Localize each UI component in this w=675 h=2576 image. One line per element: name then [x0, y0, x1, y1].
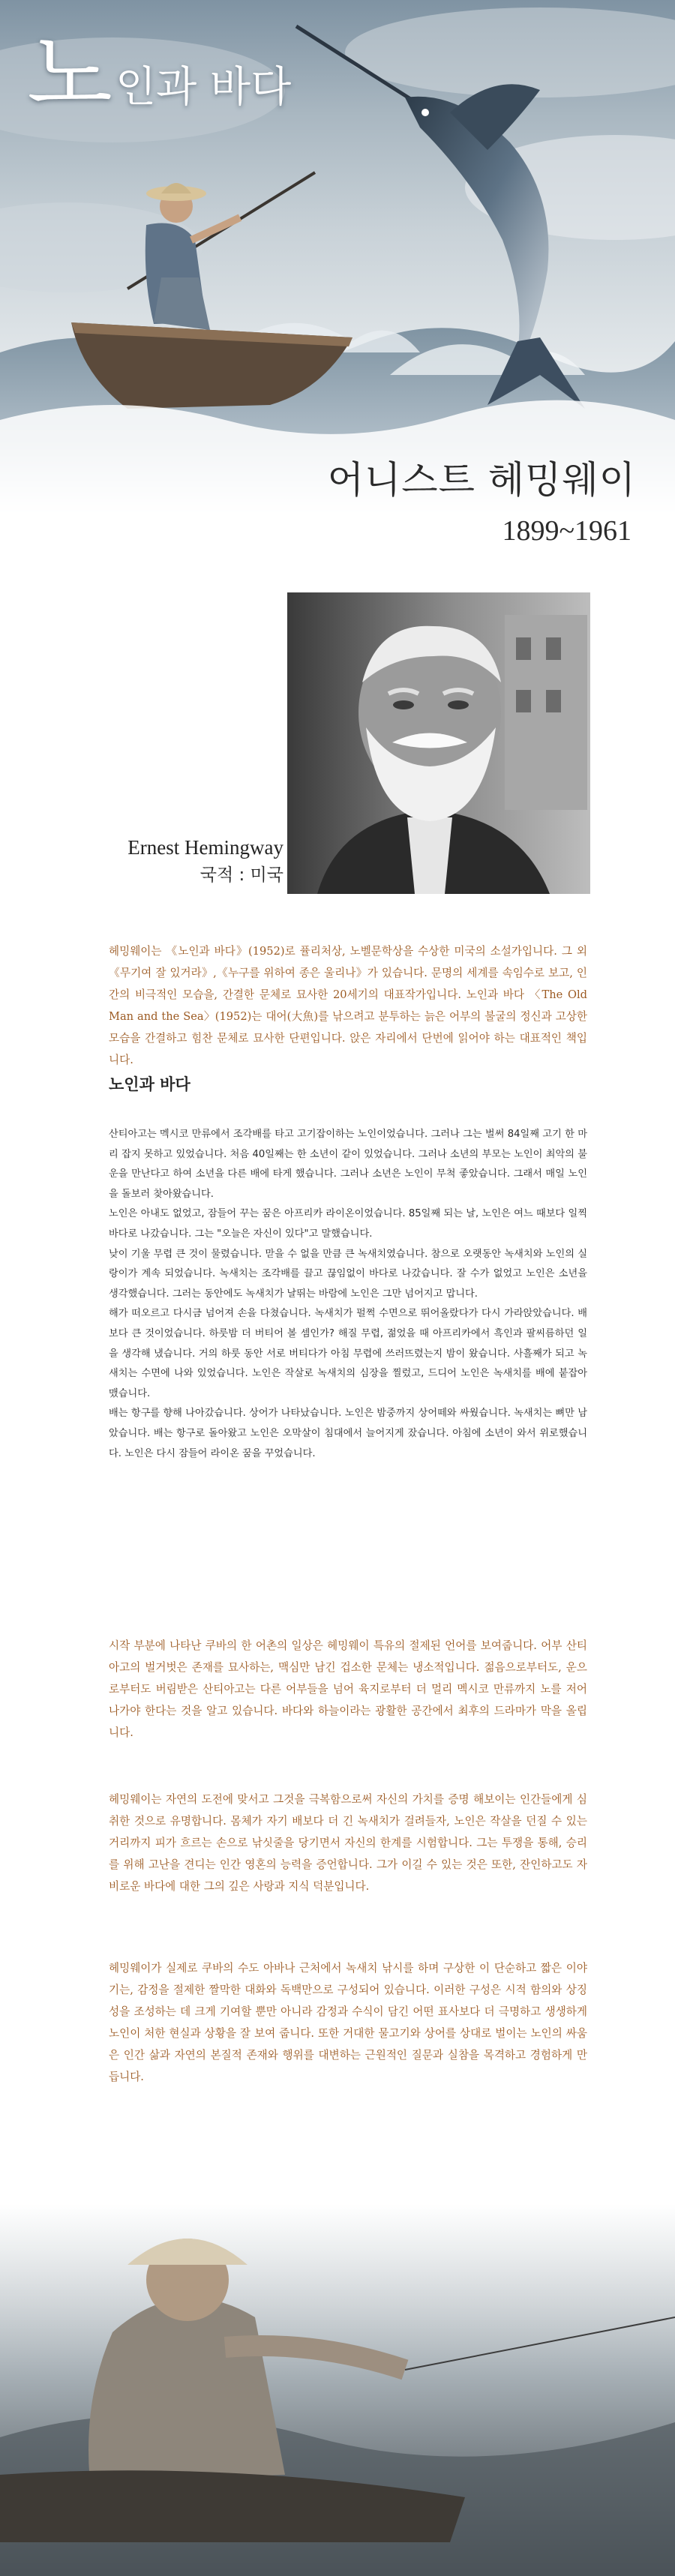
summary-paragraph: 해가 떠오르고 다시금 넘어져 손을 다쳤습니다. 녹새치가 펄쩍 수면으로 뛰어올랐다가 다시 가라앉았습니다. 배보다 큰 것이었습니다. 하룻밤 더 버티어 볼 셈인가? 해질 무렵, 젊었을 때 아프리카에서 흑인과 팔씨름하던 일을 생각해 냈습니다. 거의 하룻 동안 서로 버티다가 아침 무렵에 쓰러뜨렸는지 밤이 왔습니다. 사흘째가 되고 녹새치는 수면에 나와 있었습니다. 노인은 작살로 녹새치의 심장을 찔렀고, 드디어 노인은 녹새치를 배에 붙잡아 맸습니다. [109, 1308, 587, 1399]
old-man-hat-top [161, 183, 191, 193]
book-title-initial: 노 [27, 22, 112, 126]
eye-left [393, 700, 414, 709]
book-title-rest: 인과 바다 [116, 63, 292, 112]
old-man-arm [191, 217, 240, 240]
old-man-legs [154, 277, 210, 330]
eye-right [448, 700, 469, 709]
author-name-korean: 어니스트 헤밍웨이 [327, 458, 636, 502]
building-window [516, 690, 531, 712]
shirt [407, 817, 452, 894]
summary-paragraph: 배는 항구를 향해 나아갔습니다. 상어가 나타났습니다. 노인은 밤중까지 상어떼와 싸웠습니다. 녹새치는 뼈만 남았습니다. 배는 항구로 돌아왔고 노인은 오막살이 침대에서 늘어지게 잤습니다. 아침에 소년이 와서 위로했습니다. 노인은 다시 잠들어 라이온 꿈을 꾸었습니다. [109, 1408, 587, 1459]
analysis-paragraph: 시작 부분에 나타난 쿠바의 한 어촌의 일상은 헤밍웨이 특유의 절제된 언어를 보여줍니다. 어부 산티아고의 벌거벗은 존재를 묘사하는, 맥심만 남긴 겁소한 문체는 냉소적입니다. 젊음으로부터도, 운으로부터도 버림받은 산티아고는 다른 어부들을 넘어 육지로부터 더 멀리 멕시코 만류까지 노를 저어 나가야 한다는 것을 알고 있습니다. 바다와 하늘이라는 광활한 공간에서 최후의 드라마가 막을 올립니다. [109, 1639, 587, 1739]
hero-banner [0, 0, 675, 517]
author-years: 1899~1961 [502, 515, 632, 547]
building-window [516, 637, 531, 660]
building-window [546, 690, 561, 712]
portrait-photo [287, 592, 590, 894]
analysis-paragraph: 헤밍웨이가 실제로 쿠바의 수도 아바나 근처에서 녹새치 낚시를 하며 구상한 이 단순하고 짧은 이야기는, 감정을 절제한 짤막한 대화와 독백만으로 구성되어 있습니다. 이러한 구성은 시적 함의와 상징성을 조성하는 데 크게 기여할 뿐만 아니라 감정과 수식이 담긴 어떤 표사보다 더 극명하고 생생하게 노인이 처한 현실과 상황을 잘 보여 줍니다. 또한 거대한 물고기와 상어를 상대로 벌이는 노인의 싸움은 인간 삶과 자연의 본질적 존재와 행위를 대변하는 근원적인 질문과 실참을 목격하고 경험하게 만듭니다. [109, 1962, 587, 2083]
cloud [345, 7, 675, 97]
fisherman-illustration [0, 2122, 675, 2576]
analysis-paragraph: 헤밍웨이는 자연의 도전에 맞서고 그것을 극복함으로써 자신의 가치를 증명 해보이는 인간들에게 심취한 것으로 유명합니다. 몸체가 자기 배보다 더 긴 녹새치가 걸려들자, 노인은 작살을 던질 수 있는 거리까지 피가 흐르는 손으로 낚싯줄을 당기면서 자신의 한계를 시험합니다. 그는 투쟁을 통해, 승리를 위해 고난을 견디는 인간 영혼의 능력을 증언합니다. 그가 이길 수 있는 것은 또한, 잔인하고도 자비로운 바다에 대한 그의 깊은 사랑과 지식 덕분입니다. [109, 1793, 587, 1893]
building-window [546, 637, 561, 660]
bottom-illustration [0, 2122, 675, 2576]
book-title [27, 22, 292, 126]
portrait-image [287, 592, 590, 894]
marlin-eye [422, 109, 429, 116]
section-title: 노인과 바다 [109, 1075, 190, 1093]
author-introduction: 헤밍웨이는 《노인과 바다》(1952)로 퓰리처상, 노벨문학상을 수상한 미국의 소설가입니다. 그 외《무기여 잘 있거라》,《누구를 위하여 종은 울리나》가 있습니다. 문명의 세계를 속임수로 보고, 인간의 비극적인 모습을, 간결한 문체로 묘사한 20세기의 대표작가입니다. 노인과 바다 〈The Old Man and the Sea〉(1952)는 대어(大魚)를 낚으려고 분투하는 늙은 어부의 불굴의 정신과 고상한 모습을 간결하고 힘찬 문체로 묘사한 단편입니다. 앉은 자리에서 단번에 읽어야 하는 대표적인 책입니다. [109, 945, 587, 1066]
summary-paragraph: 낮이 기울 무렵 큰 것이 물렸습니다. 맏을 수 없을 만큼 큰 녹새치였습니다. 참으로 오랫동안 녹새치와 노인의 실랑이가 계속 되었습니다. 녹새치는 조각배를 끌고 끊임없이 바다로 나갔습니다. 잘 수가 없었고 노인은 소년을 생각했습니다. 그러는 동안에도 녹새치가 날뛰는 바람에 노인은 그만 넘어지고 맙니다. [109, 1248, 587, 1300]
story-summary [109, 1125, 587, 1464]
summary-paragraph: 노인은 아내도 없었고, 잠들어 꾸는 꿈은 아프리카 라이온이었습니다. 85일째 되는 날, 노인은 여느 때보다 일찍 바다로 나갔습니다. 그는 "오늘은 자신이 있다"고 말했습니다. [109, 1208, 587, 1240]
author-name-english: Ernest Hemingway [128, 836, 284, 859]
author-nationality: 국적 : 미국 [200, 865, 284, 885]
summary-paragraph: 산티아고는 멕시코 만류에서 조각배를 타고 고기잡이하는 노인이었습니다. 그러나 그는 벌써 84일째 고기 한 마리 잡지 못하고 있었습니다. 처음 40일째는 한 소년이 같이 있었습니다. 그러나 소년의 부모는 노인이 최악의 불운을 만난다고 하여 소년을 다른 배에 타게 했습니다. 그러나 소년은 노인이 무척 좋았습니다. 그래서 매일 노인을 돌보러 찾아왔습니다. [109, 1129, 587, 1200]
